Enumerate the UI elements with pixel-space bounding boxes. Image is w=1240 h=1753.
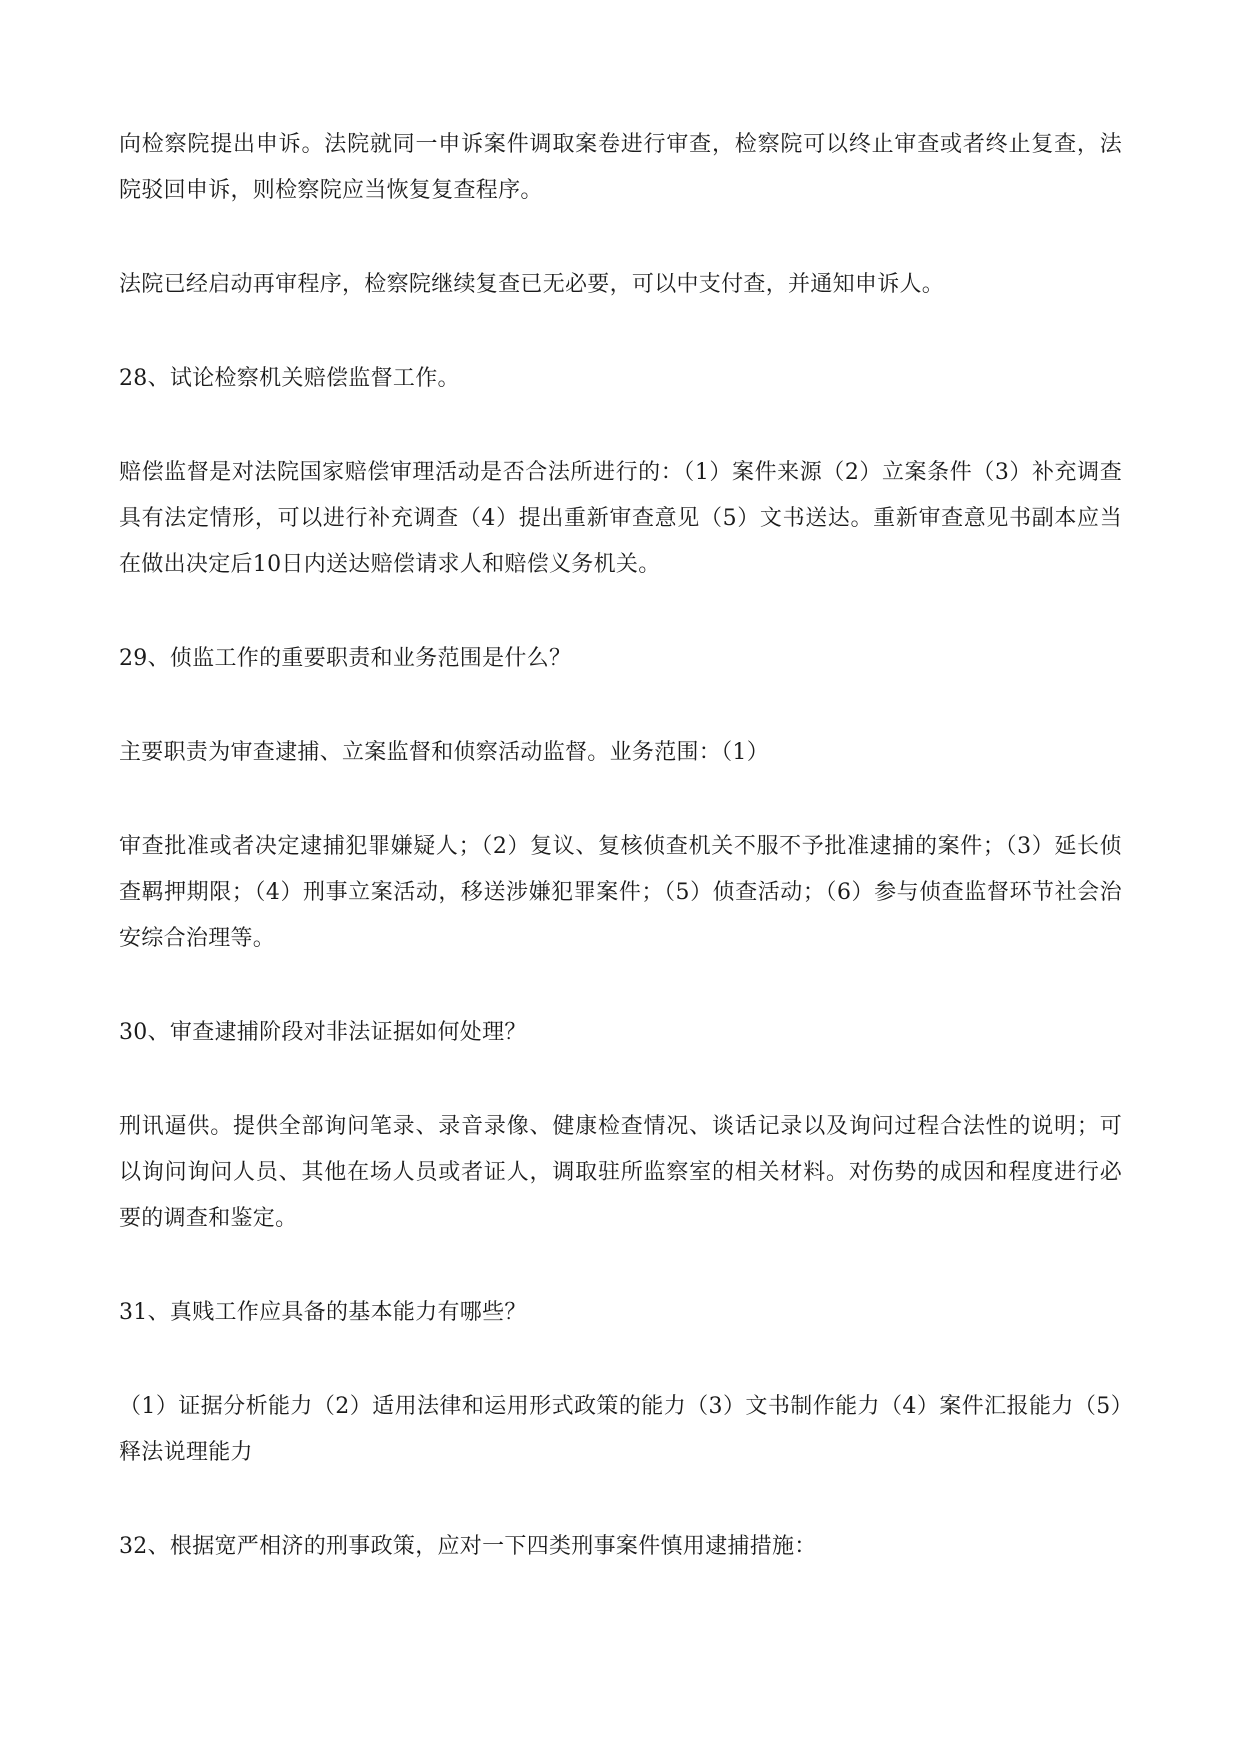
answer-paragraph: 赔偿监督是对法院国家赔偿审理活动是否合法所进行的：（1）案件来源（2）立案条件（3）补充调查具有法定情形，可以进行补充调查（4）提出重新审查意见（5）文书送达。重新审查意见书副本应当在做出决定后10日内送达赔偿请求人和赔偿义务机关。 xyxy=(119,460,1122,577)
answer-paragraph: 向检察院提出申诉。法院就同一申诉案件调取案卷进行审查，检察院可以终止审查或者终止复查，法院驳回申诉，则检察院应当恢复复查程序。 xyxy=(119,132,1122,203)
answer-paragraph: 刑讯逼供。提供全部询问笔录、录音录像、健康检查情况、谈话记录以及询问过程合法性的说明；可以询问询问人员、其他在场人员或者证人，调取驻所监察室的相关材料。对伤势的成因和程度进行必要的调查和鉴定。 xyxy=(119,1114,1122,1231)
answer-paragraph: 法院已经启动再审程序，检察院继续复查已无必要，可以中支付查，并通知申诉人。 xyxy=(119,272,945,297)
question-heading: 30、审查逮捕阶段对非法证据如何处理？ xyxy=(119,1020,527,1045)
question-heading: 32、根据宽严相济的刑事政策，应对一下四类刑事案件慎用逮捕措施： xyxy=(119,1534,817,1559)
question-heading: 28、试论检察机关赔偿监督工作。 xyxy=(119,366,460,391)
question-heading: 29、侦监工作的重要职责和业务范围是什么？ xyxy=(119,646,572,671)
answer-paragraph: 主要职责为审查逮捕、立案监督和侦察活动监督。业务范围：（1） xyxy=(119,740,769,765)
question-heading: 31、真贱工作应具备的基本能力有哪些？ xyxy=(119,1300,527,1325)
answer-paragraph: 审查批准或者决定逮捕犯罪嫌疑人；（2）复议、复核侦查机关不服不予批准逮捕的案件；（3）延长侦查羁押期限；（4）刑事立案活动，移送涉嫌犯罪案件；（5）侦查活动；（6）参与侦查监督环节社会治安综合治理等。 xyxy=(119,834,1122,951)
answer-paragraph: （1）证据分析能力（2）适用法律和运用形式政策的能力（3）文书制作能力（4）案件汇报能力（5）释法说理能力 xyxy=(119,1394,1122,1465)
